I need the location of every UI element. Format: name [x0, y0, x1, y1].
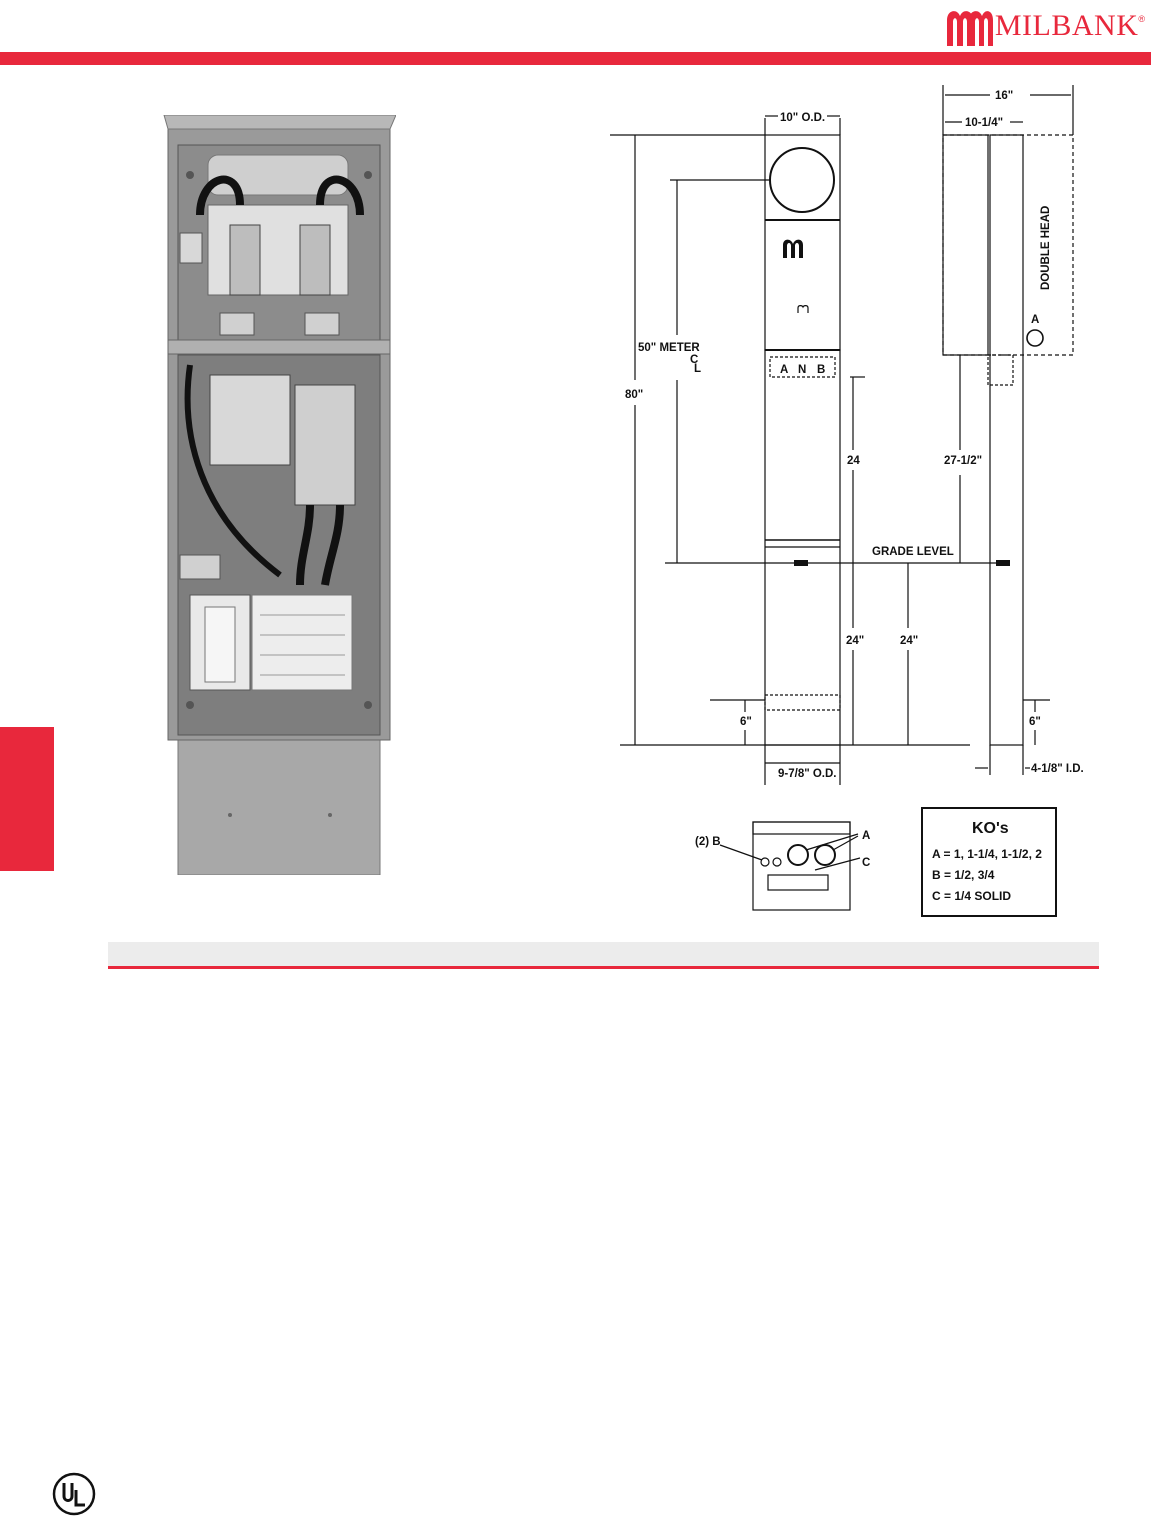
registered-mark: ®: [1138, 14, 1145, 24]
bottom-label-b: (2) B: [695, 836, 721, 848]
section-header-bar: [108, 942, 1099, 966]
dim-24-upper: 24: [847, 455, 860, 467]
lug-b: B: [817, 364, 826, 376]
ul-listed-icon: [52, 1472, 96, 1516]
ko-line-c: C = 1/4 SOLID: [932, 889, 1012, 903]
milbank-logo: [945, 6, 1145, 46]
centerline-c: C: [690, 354, 699, 366]
double-head-label: DOUBLE HEAD: [1040, 205, 1052, 290]
dim-80: 80": [625, 389, 644, 401]
ko-line-a: A = 1, 1-1/4, 1-1/2, 2: [932, 847, 1042, 861]
dim-4-1-8-id: 4-1/8" I.D.: [1031, 763, 1084, 775]
section-tab: [0, 727, 54, 871]
centerline-l: L: [694, 363, 702, 375]
dim-24-lower-1: 24": [846, 635, 865, 647]
dim-10-1-4: 10-1/4": [965, 117, 1004, 129]
ko-line-b: B = 1/2, 3/4: [932, 868, 995, 882]
dim-6-side: 6": [1029, 716, 1041, 728]
dim-27-1-2: 27-1/2": [944, 455, 983, 467]
dim-6-front: 6": [740, 716, 752, 728]
lug-n: N: [798, 364, 807, 376]
meter-pedestal-photo: [160, 115, 396, 875]
section-rule: [108, 966, 1099, 969]
dim-10-od: 10" O.D.: [780, 112, 826, 124]
bottom-label-c: C: [862, 857, 871, 869]
dim-24-lower-2: 24": [900, 635, 919, 647]
dimension-drawing: [610, 80, 1140, 925]
milbank-arch-icon: [945, 6, 993, 46]
lug-a: A: [780, 364, 789, 376]
ko-box-title: KO's: [972, 820, 1009, 837]
ko-a-side: A: [1031, 314, 1040, 326]
dim-meter-height: 50" METER: [638, 342, 700, 354]
dim-9-7-8-od: 9-7/8" O.D.: [778, 768, 837, 780]
brand-name: MILBANK: [994, 9, 1139, 42]
dim-16: 16": [995, 90, 1014, 102]
bottom-label-a: A: [862, 830, 871, 842]
header-band: [0, 52, 1151, 65]
grade-level-label: GRADE LEVEL: [872, 546, 954, 558]
